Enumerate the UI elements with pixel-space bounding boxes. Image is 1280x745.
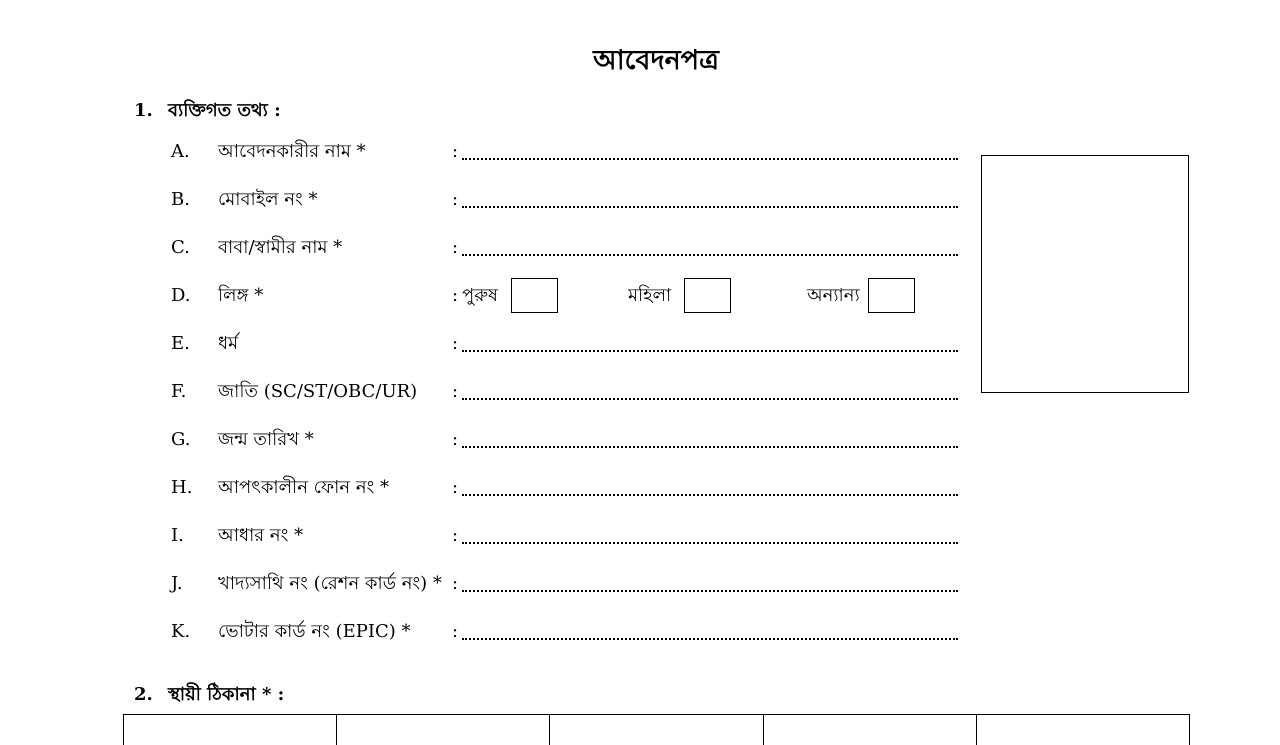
section-number: 2. (134, 684, 153, 705)
field-letter: I. (171, 525, 184, 546)
field-mobile-number (0, 185, 980, 215)
field-voter-card-number (0, 617, 980, 647)
field-colon: : (452, 141, 459, 162)
section-permanent-address-heading (134, 680, 284, 711)
field-colon: : (452, 573, 459, 594)
field-letter: H. (171, 477, 193, 498)
emergency-phone-input-line[interactable] (462, 492, 958, 496)
gender-male-checkbox[interactable] (511, 278, 558, 313)
mobile-number-input-line[interactable] (462, 204, 958, 208)
religion-input-line[interactable] (462, 348, 958, 352)
section-title: ব্যক্তিগত তথ্য : (168, 100, 281, 121)
field-letter: E. (171, 333, 190, 354)
field-letter: G. (171, 429, 191, 450)
field-father-husband-name (0, 233, 980, 263)
section-personal-info-heading (134, 96, 281, 127)
khadyasathi-number-input-line[interactable] (462, 588, 958, 592)
field-gender (0, 281, 980, 311)
address-table (123, 714, 1190, 745)
field-letter: B. (171, 189, 190, 210)
field-label: আপৎকালীন ফোন নং * (218, 477, 390, 498)
field-label: আধার নং * (218, 525, 304, 546)
field-label: জাতি (SC/ST/OBC/UR) (218, 381, 418, 402)
field-label: খাদ্যসাথি নং (রেশন কার্ড নং) * (218, 573, 442, 594)
applicant-name-input-line[interactable] (462, 156, 958, 160)
field-label: আবেদনকারীর নাম * (218, 141, 366, 162)
field-letter: F. (171, 381, 187, 402)
field-letter: J. (171, 573, 183, 594)
field-colon: : (452, 525, 459, 546)
field-label: ধর্ম (218, 333, 239, 354)
photo-box[interactable] (981, 155, 1189, 393)
field-letter: K. (171, 621, 191, 642)
field-colon: : (452, 477, 459, 498)
field-label: লিঙ্গ * (218, 285, 264, 306)
field-colon: : (452, 621, 459, 642)
field-caste (0, 377, 980, 407)
field-colon: : (452, 189, 459, 210)
field-date-of-birth (0, 425, 980, 455)
caste-input-line[interactable] (462, 396, 958, 400)
gender-option-other-label: অন্যান্য (807, 285, 860, 306)
field-khadyasathi-number (0, 569, 980, 599)
field-colon: : (452, 285, 459, 306)
gender-option-male-label: পুরুষ (462, 285, 498, 306)
gender-female-checkbox[interactable] (684, 278, 731, 313)
field-applicant-name (0, 137, 980, 167)
voter-card-number-input-line[interactable] (462, 636, 958, 640)
aadhaar-number-input-line[interactable] (462, 540, 958, 544)
field-colon: : (452, 237, 459, 258)
field-label: মোবাইল নং * (218, 189, 318, 210)
section-title: স্থায়ী ঠিকানা * : (168, 684, 285, 705)
field-letter: D. (171, 285, 191, 306)
field-colon: : (452, 381, 459, 402)
form-title: আবেদনপত্র (593, 45, 719, 76)
field-emergency-phone (0, 473, 980, 503)
section-number: 1. (134, 100, 153, 121)
father-husband-name-input-line[interactable] (462, 252, 958, 256)
gender-option-female-label: মহিলা (628, 285, 672, 306)
field-letter: C. (171, 237, 190, 258)
field-label: ভোটার কার্ড নং (EPIC) * (218, 621, 411, 642)
date-of-birth-input-line[interactable] (462, 444, 958, 448)
field-label: জন্ম তারিখ * (218, 429, 314, 450)
field-religion (0, 329, 980, 359)
gender-other-checkbox[interactable] (868, 278, 915, 313)
field-colon: : (452, 333, 459, 354)
field-colon: : (452, 429, 459, 450)
field-letter: A. (171, 141, 190, 162)
field-aadhaar-number (0, 521, 980, 551)
field-label: বাবা/স্বামীর নাম * (218, 237, 343, 258)
